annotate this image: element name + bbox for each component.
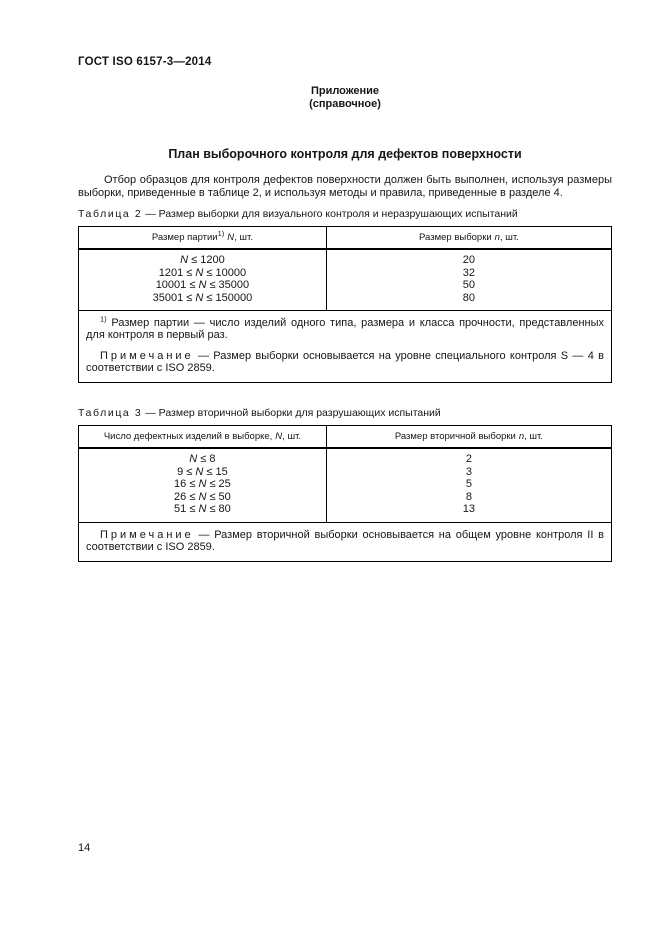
table-3-col2-header: Размер вторичной выборки n, шт. xyxy=(326,426,611,449)
table-2-caption-label: Таблица 2 xyxy=(78,208,143,220)
table-row xyxy=(79,478,612,491)
table-2-caption xyxy=(78,208,612,220)
table-2-footnote: $^{1)}$ Размер партии — число изделий одного типа, размера и класса прочности, представленных для контроля в первый раз. xyxy=(86,314,604,341)
value-cell: 13 xyxy=(462,503,476,515)
range-cell: 35001 ≤ N ≤ 150000 xyxy=(79,292,327,311)
table-row xyxy=(79,448,612,466)
table-row xyxy=(79,279,612,292)
table-3-notes xyxy=(79,522,612,561)
annex-line1: Приложение xyxy=(310,85,380,97)
table-2-body xyxy=(79,249,612,311)
table-2-col1-header: Размер партии$^{1)}$ N, шт. xyxy=(79,227,327,250)
table-row xyxy=(79,292,612,311)
table-2-notes-row xyxy=(79,311,612,383)
table-3-col1-header: Число дефектных изделий в выборке, N, шт. xyxy=(79,426,327,449)
table-3-caption-label: Таблица 3 xyxy=(78,407,143,419)
value-cell: 8 xyxy=(465,490,472,503)
table-2-caption-text: — Размер выборки для визуального контроля и неразрушающих испытаний xyxy=(145,208,518,220)
annex-line2: (справочное) xyxy=(309,98,381,110)
value-cell: 20 xyxy=(462,254,476,266)
table-2-header-row xyxy=(79,227,612,250)
table-3-caption-text: — Размер вторичной выборки для разрушающих испытаний xyxy=(145,407,441,419)
table-row xyxy=(79,466,612,479)
table-row xyxy=(79,249,612,267)
table-3-header-row xyxy=(79,426,612,449)
table-3 xyxy=(78,425,612,562)
note-label: Примечание xyxy=(100,528,194,541)
intro-paragraph: Отбор образцов для контроля дефектов поверхности должен быть выполнен, используя размеры выборки, приведенные в таблице 2, и используя методы и правила, приведенные в разделе 4. xyxy=(78,174,612,199)
value-cell: 80 xyxy=(462,291,476,304)
table-2-notes-cell xyxy=(79,311,612,383)
footnote-marker: 1) xyxy=(100,314,107,324)
table-3-caption xyxy=(78,407,612,419)
table-row xyxy=(79,491,612,504)
range-cell: 51 ≤ N ≤ 80 xyxy=(79,503,327,522)
table-row xyxy=(79,267,612,280)
value-cell: 3 xyxy=(465,465,472,478)
footnote-ref: 1) xyxy=(217,228,225,238)
value-cell: 32 xyxy=(462,266,476,279)
table-3-note: Примечание — Размер вторичной выборки основывается на общем уровне контроля II в соответствии с ISO 2859. xyxy=(86,528,604,553)
value-cell: 2 xyxy=(465,453,472,465)
range-cell: N ≤ 1200 xyxy=(79,249,327,267)
range-cell: 16 ≤ N ≤ 25 xyxy=(79,478,327,491)
note-label: Примечание xyxy=(100,350,194,362)
table-3-notes-cell xyxy=(79,522,612,561)
range-cell: 1201 ≤ N ≤ 10000 xyxy=(79,267,327,280)
range-cell: 9 ≤ N ≤ 15 xyxy=(79,466,327,479)
value-cell: 5 xyxy=(465,478,472,490)
table-row xyxy=(79,503,612,522)
table-2-notes xyxy=(79,311,612,383)
page-number: 14 xyxy=(78,842,91,854)
annex-heading xyxy=(78,85,612,111)
page-title: План выборочного контроля для дефектов поверхности xyxy=(168,147,522,161)
table-2-note: Примечание — Размер выборки основывается на уровне специального контроля S — 4 в соответствии с ISO 2859. xyxy=(86,350,604,374)
range-cell: N ≤ 8 xyxy=(79,448,327,466)
table-3-notes-row xyxy=(79,522,612,561)
range-cell: 26 ≤ N ≤ 50 xyxy=(79,491,327,504)
value-cell: 50 xyxy=(462,279,476,291)
table-3-body xyxy=(79,448,612,522)
table-2 xyxy=(78,226,612,383)
range-cell: 10001 ≤ N ≤ 35000 xyxy=(79,279,327,292)
doc-code: ГОСТ ISO 6157-3—2014 xyxy=(78,56,212,68)
table-2-col2-header: Размер выборки n, шт. xyxy=(326,227,611,250)
